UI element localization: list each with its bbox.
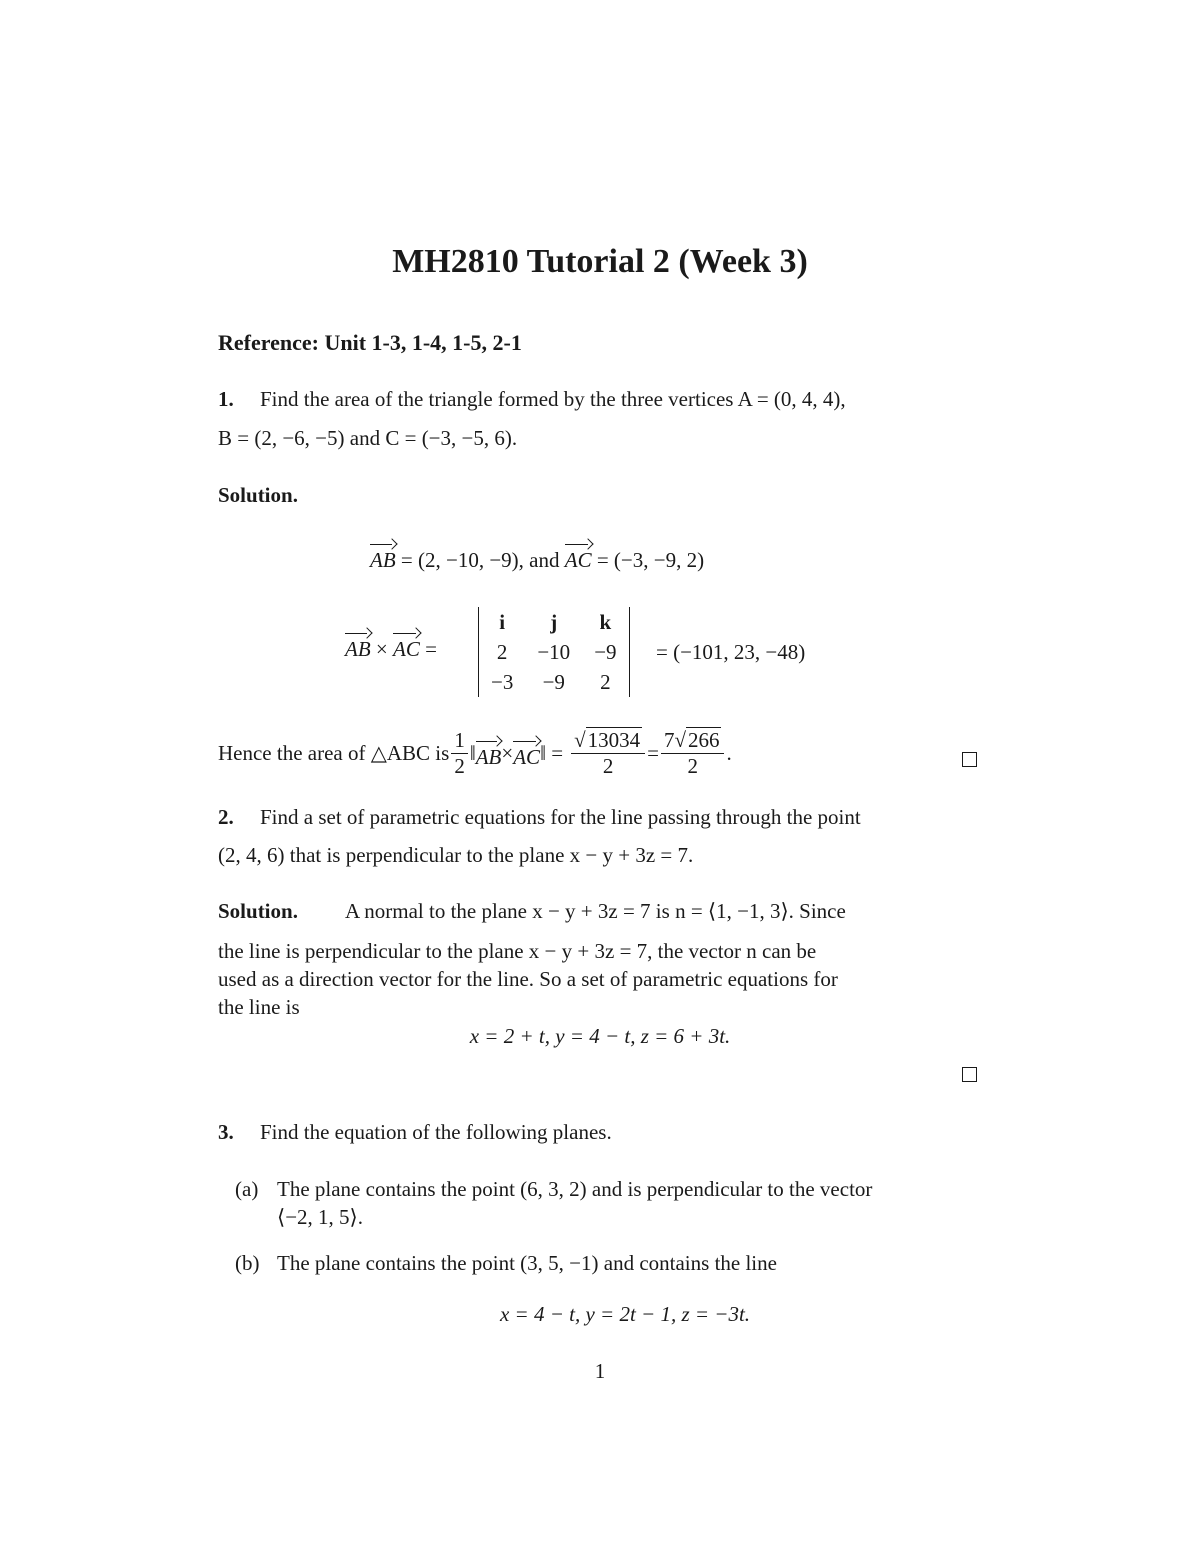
matrix-cell: i xyxy=(499,609,506,634)
q3b-label: (b) xyxy=(235,1251,260,1275)
matrix-cell: −9 xyxy=(594,639,617,664)
area-text: Hence the area of △ABC is xyxy=(218,741,450,765)
matrix-cell: −9 xyxy=(542,669,565,694)
vector-ac-value: = (−3, −9, 2) xyxy=(591,548,705,572)
q1-area-line xyxy=(218,728,732,779)
q2-text-line1: Find a set of parametric equations for the line passing through the point xyxy=(260,805,861,829)
qed-box-icon xyxy=(962,752,977,767)
matrix-cell: 2 xyxy=(600,669,611,694)
fraction-denominator: 2 xyxy=(687,754,698,778)
simplified-fraction xyxy=(661,728,725,779)
q1-text-line2: B = (2, −6, −5) and C = (−3, −5, 6). xyxy=(218,426,518,450)
fraction-numerator: 7√266 xyxy=(661,728,725,754)
q2-text-line2: (2, 4, 6) that is perpendicular to the plane x − y + 3z = 7. xyxy=(218,843,694,867)
fraction-denominator: 2 xyxy=(454,754,465,778)
q2-number: 2. xyxy=(218,805,234,829)
fraction-denominator: 2 xyxy=(602,754,614,778)
half-fraction xyxy=(451,728,468,779)
page-number: 1 xyxy=(594,1359,606,1383)
cross-product-result: = (−101, 23, −48) xyxy=(656,640,806,664)
coefficient: 7 xyxy=(663,728,675,752)
q3-number: 3. xyxy=(218,1120,234,1144)
matrix-cell: j xyxy=(550,609,558,634)
cross-symbol: × xyxy=(370,637,393,661)
vector-ab-value: = (2, −10, −9), and xyxy=(395,548,565,572)
q3b-line-equation: x = 4 − t, y = 2t − 1, z = −3t. xyxy=(499,1302,751,1326)
matrix-cell: −10 xyxy=(537,639,571,664)
vector-ab: AB xyxy=(476,737,502,770)
page-title: MH2810 Tutorial 2 (Week 3) xyxy=(392,243,808,280)
norm-open: ‖ xyxy=(469,741,476,765)
sqrt-value: 13034 xyxy=(587,728,641,752)
q1-solution-label: Solution. xyxy=(218,483,298,507)
q3a-label: (a) xyxy=(235,1177,259,1201)
sqrt-value: 266 xyxy=(687,728,720,752)
q1-cross-lhs xyxy=(345,629,437,662)
vector-ab: AB xyxy=(370,540,396,573)
cross-symbol: × xyxy=(501,741,514,765)
q2-solution-line1: A normal to the plane x − y + 3z = 7 is n = ⟨1, −1, 3⟩. Since xyxy=(345,899,846,923)
vector-ac: AC xyxy=(393,629,420,662)
q2-solution-line4: the line is xyxy=(218,995,300,1019)
q2-solution-line3: used as a direction vector for the line. So a set of parametric equations for xyxy=(218,967,838,991)
fraction-numerator: √13034 xyxy=(571,728,645,754)
q2-solution-line2: the line is perpendicular to the plane x − y + 3z = 7, the vector n can be xyxy=(218,939,817,963)
q2-parametric-equation: x = 2 + t, y = 4 − t, z = 6 + 3t. xyxy=(469,1024,731,1048)
q1-text-line1: Find the area of the triangle formed by the three vertices A = (0, 4, 4), xyxy=(260,387,846,411)
q1-vector-equation xyxy=(370,540,704,573)
equals-sign: = xyxy=(419,637,437,661)
equals-sign: = xyxy=(647,741,659,765)
norm-close: ‖ = xyxy=(540,741,564,765)
q3b-text-line1: The plane contains the point (3, 5, −1) and contains the line xyxy=(277,1251,777,1275)
q3-text-line1: Find the equation of the following planes. xyxy=(260,1120,612,1144)
q1-number: 1. xyxy=(218,387,234,411)
vector-ac: AC xyxy=(565,540,592,573)
q2-solution-label: Solution. xyxy=(218,899,298,923)
vector-ab: AB xyxy=(345,629,371,662)
reference-line: Reference: Unit 1-3, 1-4, 1-5, 2-1 xyxy=(218,330,522,355)
qed-box-icon xyxy=(962,1067,977,1082)
vector-ac: AC xyxy=(513,737,540,770)
sqrt-fraction xyxy=(571,728,645,779)
matrix-cell: k xyxy=(599,609,612,634)
matrix-cell: −3 xyxy=(491,669,514,694)
determinant-matrix xyxy=(478,607,630,697)
q3a-text-line1: The plane contains the point (6, 3, 2) and is perpendicular to the vector xyxy=(277,1177,873,1201)
q3a-text-line2: ⟨−2, 1, 5⟩. xyxy=(277,1205,363,1229)
period: . xyxy=(726,741,732,765)
fraction-numerator: 1 xyxy=(451,728,468,754)
matrix-cell: 2 xyxy=(496,639,508,664)
